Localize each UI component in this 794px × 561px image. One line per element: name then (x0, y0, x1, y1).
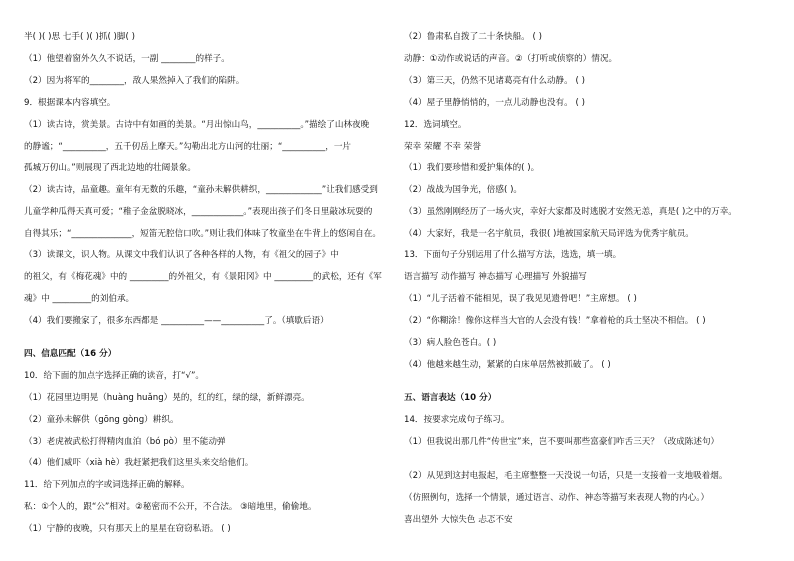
question-line: 9．根据课本内容填空。 (24, 98, 116, 108)
question-line: （3）第三天，仍然不见诸葛亮有什么动静。 ( ) (404, 76, 585, 86)
section-heading: 四、信息匹配（16 分） (24, 349, 117, 359)
question-line: （1）他望着窗外久久不说话，一副 ________的样子。 (24, 54, 230, 64)
question-line: 半( )( )思 七手( )( )抓( )脚( ) (24, 32, 135, 42)
question-line: （2）战战为国争光，倍感( )。 (404, 185, 523, 195)
question-line: （1）但我说出那几件“传世宝”来，岂不要叫那些富豪们咋舌三天？（改成陈述句） (404, 437, 720, 447)
question-line: （2）因为将军的________，敌人果然掉入了我们的陷阱。 (24, 76, 245, 86)
question-line: 儿童学种瓜得天真可爱；“稚子金盆脱晓冰，____________。”表现出孩子们冬日里敲冰玩耍的 (24, 207, 373, 217)
question-line: （2）童孙未解供（gōng gòng）耕织。 (24, 415, 179, 425)
question-line: （仿照例句，选择一个情景，通过语言、动作、神态等描写来表现人物的内心。） (404, 493, 710, 503)
question-line: （2）“你糊涂！像你这样当大官的人会没有钱！”拿着枪的兵士坚决不相信。 ( ) (404, 316, 706, 326)
question-line: （2）读古诗，品童趣。童年有无数的乐趣，“童孙未解供耕织，_____________”让我们感受到 (24, 185, 378, 195)
question-line: （2）鲁肃私自拨了二十条快船。 ( ) (404, 32, 542, 42)
question-line: 的祖父，有《梅花魂》中的 _________的外祖父，有《景阳冈》中 _________的武松，还有《军 (24, 272, 382, 282)
question-line: （4）他越来越生动，紧紧的白床单居然被抓破了。 ( ) (404, 360, 611, 370)
question-line: （1）宁静的夜晚，只有那天上的星星在窃窃私语。 ( ) (24, 524, 231, 534)
question-line: 14．按要求完成句子练习。 (404, 415, 510, 425)
question-line: 12．选词填空。 (404, 120, 467, 130)
question-line: （4）我们要搬家了，很多东西都是 __________——__________了。（填歇后语） (24, 316, 329, 326)
question-line: （4）屋子里静悄悄的，一点儿动静也没有。 ( ) (404, 98, 585, 108)
question-line: （3）老虎被武松打得精肉血泊（bó pò）里不能动弹 (24, 437, 226, 447)
question-line: 语言描写 动作描写 神态描写 心理描写 外貌描写 (404, 272, 587, 282)
question-line: （4）他们威吓（xià hè）我赶紧把我们这里头来交给他们。 (24, 458, 254, 468)
question-line: （3）病人脸色苍白。( ) (404, 338, 497, 348)
question-line: 11．给下列加点的字或词选择正确的解释。 (24, 480, 190, 490)
question-line: （4）大家好，我是一名宇航员，我很( )地被国家航天局评选为优秀宇航员。 (404, 229, 694, 239)
section-heading: 五、语言表达（10 分） (404, 393, 497, 403)
question-line: 孤城万仞山。”则展现了西北边地的壮阔景象。 (24, 163, 197, 173)
question-line: （1）我们要珍惜和爱护集体的( )。 (404, 163, 540, 173)
question-line: 动静：①动作或说话的声音。②（打听或侦察的）情况。 (404, 54, 618, 64)
question-line: 荣幸 荣耀 不幸 荣誉 (404, 142, 481, 152)
question-line: 13．下面句子分别运用了什么描写方法，选选，填一填。 (404, 250, 622, 260)
question-line: （3）读课文，识人物。从课文中我们认识了各种各样的人物，有《祖父的园子》中 (24, 250, 339, 260)
question-line: 的静谧；“__________，五千仞岳上摩天。”勾勒出北方山河的壮丽；“__________，一片 (24, 142, 352, 152)
question-line: （3）虽然刚刚经历了一场火灾，幸好大家都及时逃脱才安然无恙，真是( )之中的万幸。 (404, 207, 737, 217)
question-line: 10．给下面的加点字选择正确的读音，打“√”。 (24, 371, 205, 381)
question-line: 私：①个人的，跟“公”相对。②秘密而不公开，不合法。 ③暗地里，偷偷地。 (24, 502, 317, 512)
question-line: 喜出望外 大惊失色 忐忑不安 (404, 515, 513, 525)
question-line: （1）花园里边明晃（huàng huǎng）晃的，红的红，绿的绿，新鲜漂亮。 (24, 393, 310, 403)
question-line: 自得其乐；“______________，短笛无腔信口吹。”则让我们体味了牧童坐在牛背上的悠闲自在。 (24, 229, 381, 239)
question-line: （1）“儿子活着不能相见，误了我见见遗骨吧！”主席想。 ( ) (404, 294, 637, 304)
question-line: 魂》中 _________的刘伯承。 (24, 294, 135, 304)
question-line: （2）从见到这封电报起，毛主席整整一天没说一句话，只是一支接着一支地吸着烟。 (404, 471, 728, 481)
question-line: （1）读古诗，赏美景。古诗中有如画的美景。“月出惊山鸟，__________。”描绘了山林夜晚 (24, 120, 370, 130)
